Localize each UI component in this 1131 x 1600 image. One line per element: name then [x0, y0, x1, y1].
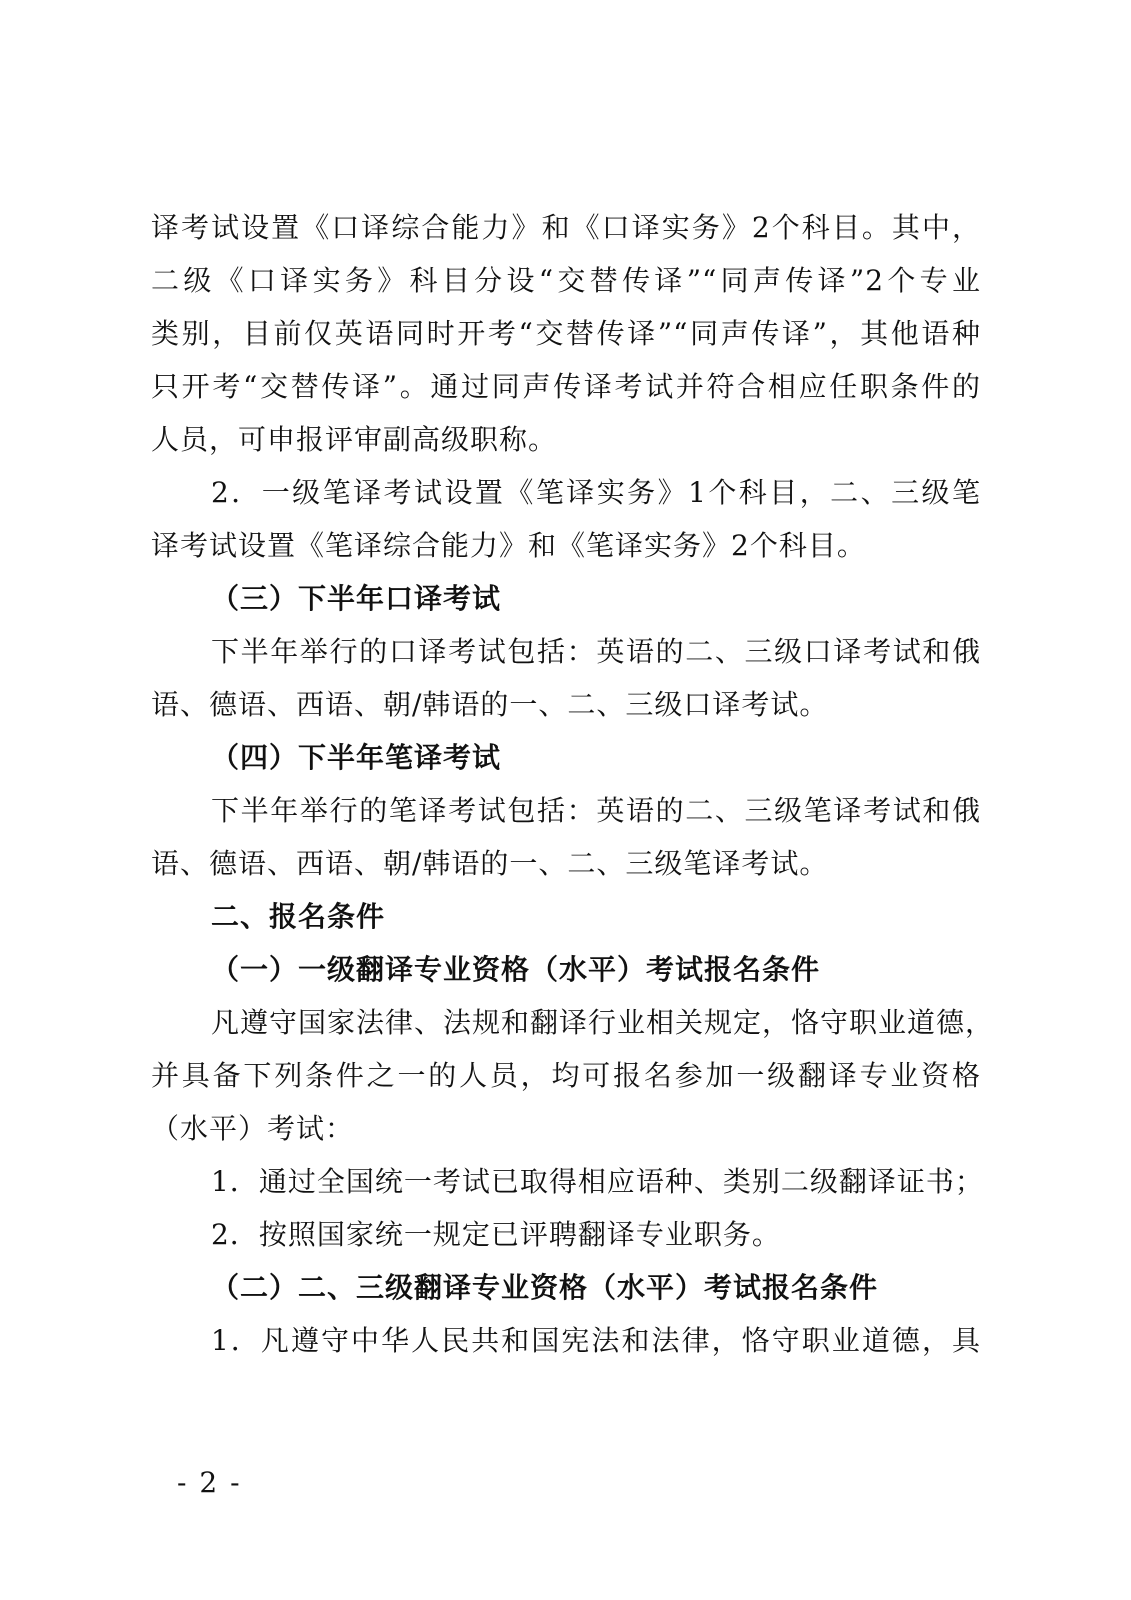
- paragraph-line: 二级《口译实务》科目分设“交替传译”“同声传译”2个专业: [151, 264, 981, 297]
- paragraph-line: 类别，目前仅英语同时开考“交替传译”“同声传译”，其他语种: [151, 317, 981, 350]
- paragraph-line: 凡遵守国家法律、法规和翻译行业相关规定，恪守职业道德，: [211, 1006, 995, 1039]
- paragraph-line: 语、德语、西语、朝/韩语的一、二、三级笔译考试。: [151, 847, 829, 880]
- list-item: 1．凡遵守中华人民共和国宪法和法律，恪守职业道德，具: [211, 1324, 981, 1357]
- section-heading: （四）下半年笔译考试: [211, 741, 502, 774]
- paragraph-line: 人员，可申报评审副高级职称。: [151, 423, 558, 456]
- list-item: 2．按照国家统一规定已评聘翻译专业职务。: [211, 1218, 781, 1251]
- paragraph-line: （水平）考试：: [151, 1112, 355, 1145]
- paragraph-line: 并具备下列条件之一的人员，均可报名参加一级翻译专业资格: [151, 1059, 981, 1092]
- paragraph-line: 译考试设置《口译综合能力》和《口译实务》2个科目。其中，: [151, 211, 981, 244]
- chapter-heading: 二、报名条件: [211, 900, 386, 933]
- section-heading: （一）一级翻译专业资格（水平）考试报名条件: [211, 953, 821, 986]
- paragraph-line: 2．一级笔译考试设置《笔译实务》1个科目，二、三级笔: [211, 476, 981, 509]
- paragraph-line: 下半年举行的笔译考试包括：英语的二、三级笔译考试和俄: [211, 794, 981, 827]
- section-heading: （三）下半年口译考试: [211, 582, 502, 615]
- paragraph-line: 语、德语、西语、朝/韩语的一、二、三级口译考试。: [151, 688, 829, 721]
- paragraph-line: 下半年举行的口译考试包括：英语的二、三级口译考试和俄: [211, 635, 981, 668]
- page-number: - 2 -: [177, 1466, 242, 1499]
- paragraph-line: 只开考“交替传译”。通过同声传译考试并符合相应任职条件的: [151, 370, 981, 403]
- list-item: 1．通过全国统一考试已取得相应语种、类别二级翻译证书；: [211, 1165, 984, 1198]
- paragraph-line: 译考试设置《笔译综合能力》和《笔译实务》2个科目。: [151, 529, 866, 562]
- section-heading: （二）二、三级翻译专业资格（水平）考试报名条件: [211, 1271, 879, 1304]
